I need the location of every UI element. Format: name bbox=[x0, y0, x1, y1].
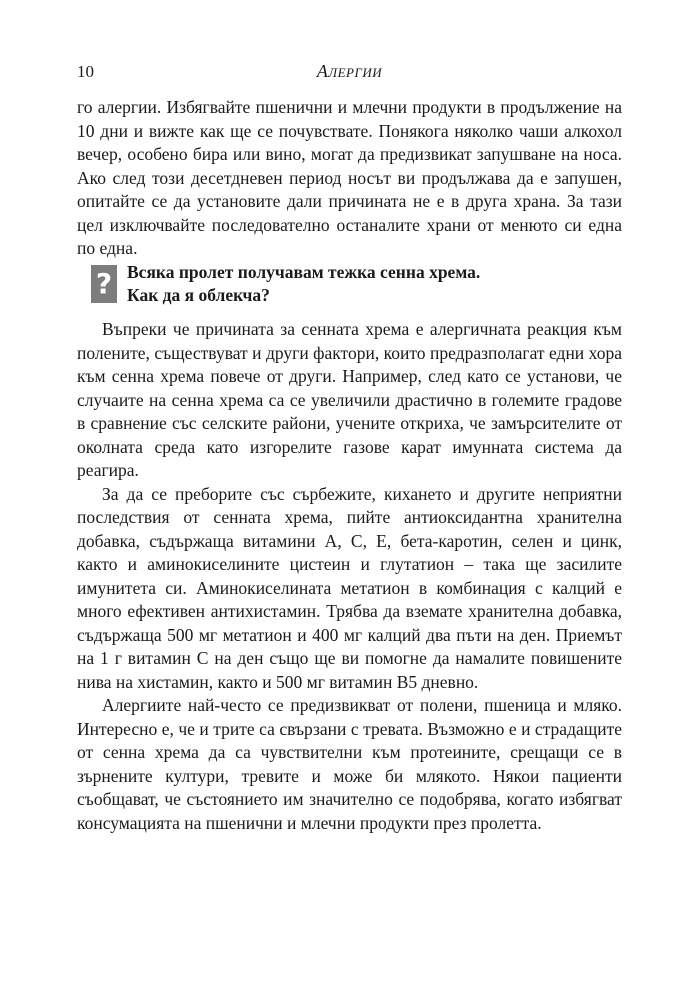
top-paragraph-block bbox=[77, 96, 622, 261]
page-header bbox=[77, 58, 622, 82]
question-text bbox=[127, 261, 480, 307]
question-line-1: Всяка пролет получавам тежка сенна хрема. bbox=[127, 262, 481, 282]
page-number: 10 bbox=[77, 62, 94, 81]
question-line-2: Как да я облекча? bbox=[127, 285, 270, 305]
paragraph: го алергии. Избягвайте пшенични и млечни продукти в продължение на 10 дни и вижте как ще се почувствате. Понякога няколко чаши алкохол вечер, особено бира или вино, могат да предизвикат запушване на носа. Ако след този десетдневен период носът ви продължава да е запушен, опитайте се да установите дали причината не е в друга храна. За тази цел изключвайте последователно останалите храни от менюто си една по една. bbox=[77, 97, 622, 258]
question-heading bbox=[77, 261, 622, 311]
running-title: Алергии bbox=[316, 61, 383, 81]
answer-block bbox=[77, 318, 622, 835]
answer-paragraph-3: Алергиите най-често се предизвикват от полени, пшеница и мляко. Интересно е, че и трите са свързани с тревата. Възможно е и страдащите от сенна хрема да са чувствителни към протеините, срещащи се в зърнените култури, тревите и може би млякото. Някои пациенти съобщават, че състоянието им значително се подобрява, когато избягват консумацията на пшенични и млечни продукти през пролетта. bbox=[77, 695, 622, 833]
answer-paragraph-1: Въпреки че причината за сенната хрема е алергичната реакция към полените, съществуват и други фактори, които предразполагат едни хора към сенна хрема повече от други. Например, след като се установи, че случаите на сенна хрема са се увеличили драстично в големите градове в сравнение със селските райони, учените откриха, че замърсителите от околната среда като изгорелите газове карат имунната система да реагира. bbox=[77, 319, 622, 480]
question-mark-icon: ? bbox=[91, 265, 117, 303]
answer-paragraph-2: За да се преборите със сърбежите, кихането и другите неприятни последствия от сенната хрема, пийте антиоксидантна хранителна добавка, съдържаща витамини А, С, Е, бета-каротин, селен и цинк, както и аминокиселините цистеин и глутатион – така ще засилите имунитета си. Аминокиселината метатион в комбинация с калций е много ефективен антихистамин. Трябва да вземате хранителна добавка, съдържаща 500 мг метатион и 400 мг калций два пъти на ден. Приемът на 1 г витамин С на ден също ще ви помогне да намалите повишените нива на хистамин, както и 500 мг витамин В5 дневно. bbox=[77, 483, 622, 692]
